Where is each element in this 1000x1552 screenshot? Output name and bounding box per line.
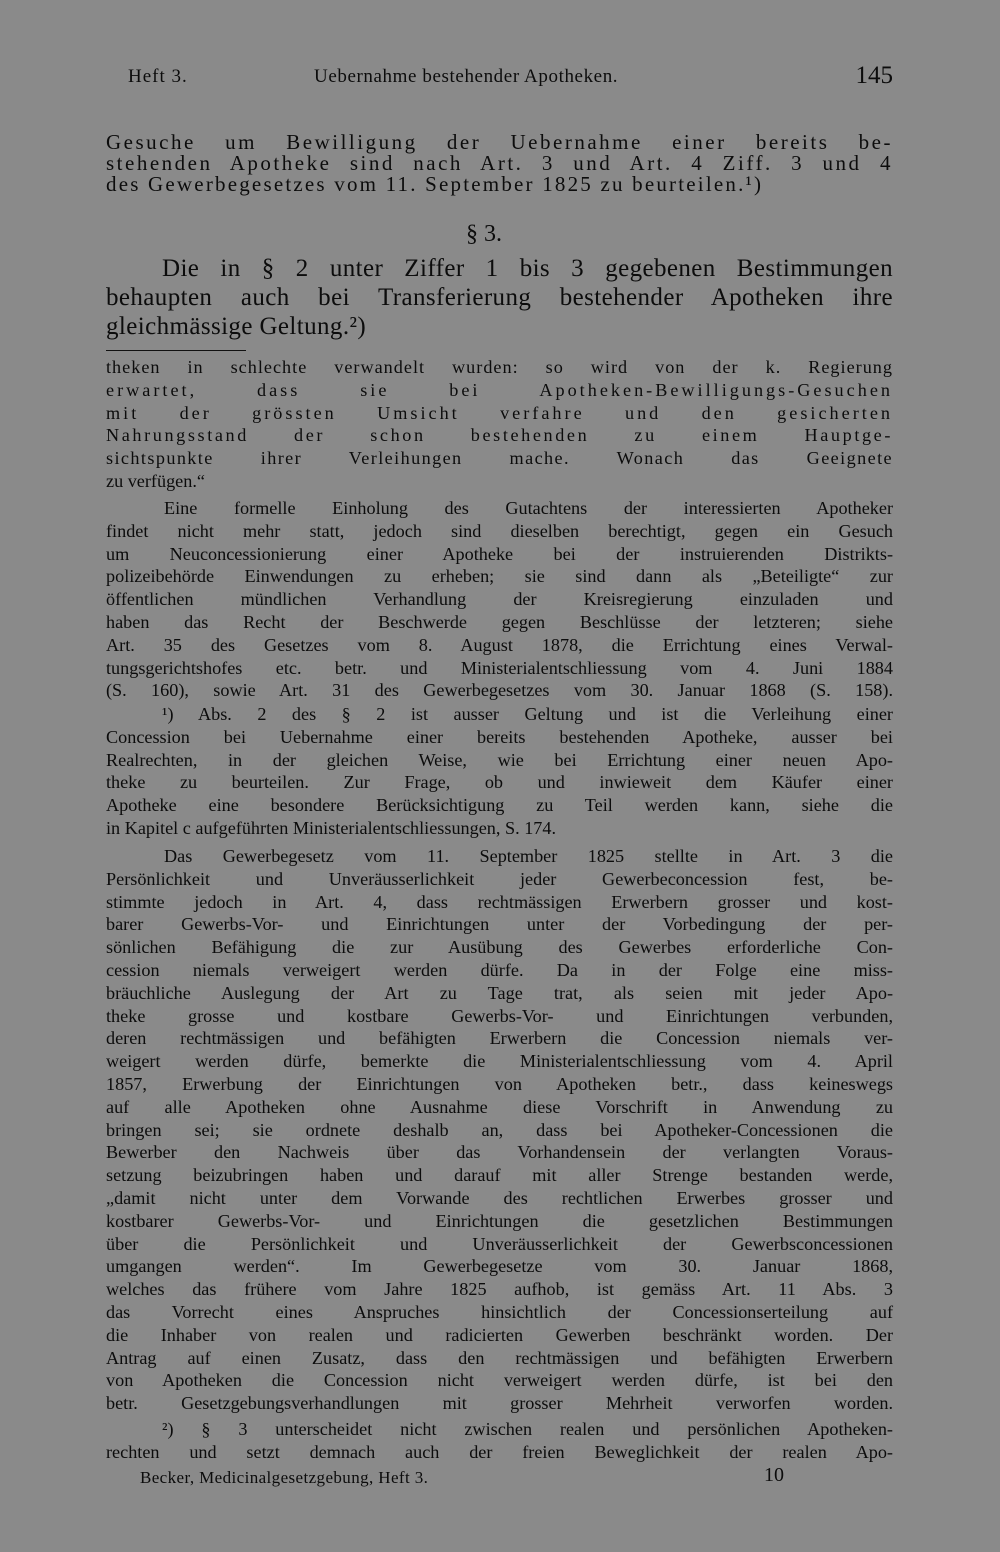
text-line: des Gewerbegesetzes vom 11. September 1825 zu beurteilen.¹) (106, 172, 764, 196)
text-line: Gesuche um Bewilligung der Uebernahme einer bereits be- (106, 130, 893, 154)
text-line: über die Persönlichkeit und Unveräusserlichkeit der Gewerbsconcessionen (106, 1233, 893, 1254)
text-line: barer Gewerbs-Vor- und Einrichtungen unter der Vorbedingung der per- (106, 914, 893, 935)
paragraph-1 (106, 497, 893, 702)
text-line: Persönlichkeit und Unveräusserlichkeit jeder Gewerbeconcession fest, be- (106, 868, 893, 889)
text-line: Antrag auf einen Zusatz, dass den rechtmässigen und befähigten Erwerbern (106, 1347, 893, 1368)
intro-paragraph (106, 132, 893, 195)
footnote-divider (106, 350, 246, 351)
text-line: Das Gewerbegesetz vom 11. September 1825 stellte in Art. 3 die (164, 846, 893, 866)
text-line: polizeibehörde Einwendungen zu erheben; sie sind dann als „Beteiligte“ zur (106, 566, 893, 587)
text-line: cession niemals verweigert werden dürfe. Da in der Folge eine miss- (106, 959, 893, 980)
text-line: theke grosse und kostbare Gewerbs-Vor- und Einrichtungen verbunden, (106, 1005, 893, 1026)
text-line: tungsgerichtshofes etc. betr. und Ministerialentschliessung vom 4. Juni 1884 (106, 657, 893, 678)
text-line: deren rechtmässigen und befähigten Erwerbern die Concession niemals ver- (106, 1028, 893, 1049)
text-line: kostbarer Gewerbs-Vor- und Einrichtungen die gesetzlichen Bestimmungen (106, 1210, 893, 1231)
text-line: Die in § 2 unter Ziffer 1 bis 3 gegebenen Bestimmungen (162, 255, 893, 282)
text-line: umgangen werden“. Im Gewerbegesetze vom 30. Januar 1868, (106, 1256, 893, 1277)
text-line: „damit nicht unter dem Vorwande des rechtlichen Erwerbes grosser und (106, 1187, 893, 1208)
footnote-1 (106, 703, 893, 840)
text-line: zu verfügen.“ (106, 470, 205, 491)
text-line: von Apotheken die Concession nicht verweigert werden dürfe, ist bei den (106, 1370, 893, 1391)
text-line: Nahrungsstand der schon bestehenden zu einem Hauptge- (106, 425, 893, 446)
page-number: 145 (855, 62, 893, 89)
text-line: sönlichen Befähigung die zur Ausübung des Gewerbes erforderliche Con- (106, 937, 893, 958)
text-line: stimmte jedoch in Art. 4, dass rechtmässigen Erwerbern grosser und kost- (106, 891, 893, 912)
footnote-1-text (106, 703, 893, 840)
text-line: 1857, Erwerbung der Einrichtungen von Apotheken betr., dass keineswegs (106, 1073, 893, 1094)
signature-mark: 10 (764, 1464, 784, 1486)
text-line: theke zu beurteilen. Zur Frage, ob und inwieweit dem Käufer einer (106, 772, 893, 793)
quote-continuation (106, 356, 893, 493)
section-heading: § 3. (466, 221, 502, 247)
footnote-2 (106, 1418, 893, 1464)
text-line: behaupten auch bei Transferierung bestehender Apotheken ihre (106, 284, 893, 311)
text-line: (S. 160), sowie Art. 31 des Gewerbegesetzes vom 30. Januar 1868 (S. 158). (106, 680, 893, 701)
text-line: rechten und setzt demnach auch der freien Beweglichkeit der realen Apo- (106, 1441, 893, 1462)
text-line: stehenden Apotheke sind nach Art. 3 und Art. 4 Ziff. 3 und 4 (106, 151, 893, 175)
paragraph-2 (106, 845, 893, 1415)
text-line: Concession bei Uebernahme einer bereits bestehenden Apotheke, ausser bei (106, 726, 893, 747)
quote-text (106, 356, 893, 493)
paragraph-1-text (106, 497, 893, 702)
text-line: erwartet, dass sie bei Apotheken-Bewilligungs-Gesuchen (106, 379, 893, 400)
text-line: bräuchliche Auslegung der Art zu Tage trat, als seien mit jeder Apo- (106, 982, 893, 1003)
text-line: öffentlichen mündlichen Verhandlung der Kreisregierung einzuladen und (106, 589, 893, 610)
text-line: Realrechten, in der gleichen Weise, wie bei Errichtung einer neuen Apo- (106, 749, 893, 770)
text-line: mit der grössten Umsicht verfahre und den gesicherten (106, 402, 893, 423)
text-line: Art. 35 des Gesetzes vom 8. August 1878, die Errichtung eines Verwal- (106, 634, 893, 655)
text-line: findet nicht mehr statt, jedoch sind dieselben berechtigt, gegen ein Gesuch (106, 520, 893, 541)
text-line: betr. Gesetzgebungsverhandlungen mit grosser Mehrheit verworfen worden. (106, 1393, 893, 1414)
text-line: Eine formelle Einholung des Gutachtens der interessierten Apotheker (164, 498, 893, 518)
text-line: das Vorrecht eines Anspruches hinsichtlich der Concessionserteilung auf (106, 1301, 893, 1322)
intro-text (106, 132, 893, 195)
text-line: in Kapitel c aufgeführten Ministerialentschliessungen, S. 174. (106, 817, 557, 838)
text-line: haben das Recht der Beschwerde gegen Beschlüsse der letzteren; siehe (106, 611, 893, 632)
text-line: weigert werden dürfe, bemerkte die Ministerialentschliessung vom 4. April (106, 1051, 893, 1072)
text-line: die Inhaber von realen und radicierten Gewerben beschränkt worden. Der (106, 1324, 893, 1345)
text-line: sichtspunkte ihrer Verleihungen mache. Wonach das Geeignete (106, 448, 893, 469)
text-line: Bewerber den Nachweis über das Vorhandensein der verlangten Voraus- (106, 1142, 893, 1163)
running-header (128, 64, 893, 94)
text-line: gleichmässige Geltung.²) (106, 313, 367, 340)
paragraph-2-text (106, 845, 893, 1415)
section-text (106, 254, 893, 341)
text-line: bringen sei; sie ordnete deshalb an, dass bei Apotheker-Concessionen die (106, 1119, 893, 1140)
header-title: Uebernahme bestehender Apotheken. (314, 66, 619, 87)
footer-source: Becker, Medicinalgesetzgebung, Heft 3. (140, 1468, 429, 1487)
text-line: ²) § 3 unterscheidet nicht zwischen realen und persönlichen Apotheken- (162, 1419, 893, 1439)
text-line: theken in schlechte verwandelt wurden: so wird von der k. Regierung (106, 357, 893, 377)
text-line: welches das frühere vom Jahre 1825 aufhob, ist gemäss Art. 11 Abs. 3 (106, 1279, 893, 1300)
footnote-2-text (106, 1418, 893, 1464)
text-line: ¹) Abs. 2 des § 2 ist ausser Geltung und ist die Verleihung einer (162, 704, 893, 724)
text-line: setzung beizubringen haben und darauf mit aller Strenge bestanden werde, (106, 1165, 893, 1186)
section-paragraph (106, 254, 893, 341)
header-issue: Heft 3. (128, 66, 188, 87)
text-line: auf alle Apotheken ohne Ausnahme diese Vorschrift in Anwendung zu (106, 1096, 893, 1117)
text-line: Apotheke eine besondere Berücksichtigung zu Teil werden kann, siehe die (106, 795, 893, 816)
text-line: um Neuconcessionierung einer Apotheke bei der instruierenden Distrikts- (106, 543, 893, 564)
